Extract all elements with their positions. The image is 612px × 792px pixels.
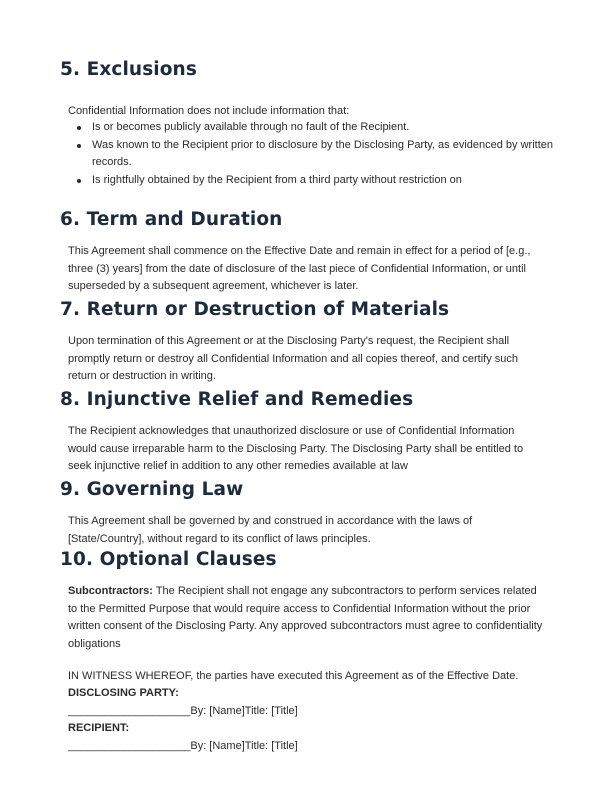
subcontractors-label: Subcontractors: — [68, 585, 153, 597]
disclosing-party-label: DISCLOSING PARTY: — [68, 687, 179, 699]
heading-relief: 8. Injunctive Relief and Remedies — [60, 389, 414, 410]
exclusions-list — [68, 119, 572, 189]
heading-governing-law: 9. Governing Law — [60, 479, 244, 500]
recipient-signature-line: ____________________By: [Name]Title: [Title] — [68, 740, 298, 752]
recipient-label: RECIPIENT: — [68, 722, 130, 734]
subcontractors-body: The Recipient shall not engage any subcontractors to perform services related to the Permitted Purpose that would require access to Confidential Information without the prior written consent of the Disclosing Party. Any approved subcontractors must agree to confidentiality obligations — [68, 585, 543, 650]
heading-exclusions: 5. Exclusions — [60, 59, 197, 80]
exclusions-intro: Confidential Information does not include information that: — [68, 105, 350, 117]
relief-body: The Recipient acknowledges that unauthorized disclosure or use of Confidential Information would cause irreparable harm to the Disclosing Party. The Disclosing Party shall be entitled to seek injunctive relief in addition to any other remedies available at law — [68, 425, 524, 472]
list-item: Was known to the Recipient prior to disclosure by the Disclosing Party, as evidenced by written records. — [92, 137, 572, 172]
return-body: Upon termination of this Agreement or at the Disclosing Party's request, the Recipient shall promptly return or destroy all Confidential Information and all copies thereof, and certify such return or destruction in writing. — [68, 335, 519, 382]
heading-return: 7. Return or Destruction of Materials — [60, 299, 450, 320]
list-item: Is rightfully obtained by the Recipient from a third party without restriction on — [92, 172, 572, 190]
disclosing-signature-line: ____________________By: [Name]Title: [Title] — [68, 705, 298, 717]
witness-statement: IN WITNESS WHEREOF, the parties have executed this Agreement as of the Effective Date. — [68, 670, 519, 682]
term-body: This Agreement shall commence on the Effective Date and remain in effect for a period of [e.g., three (3) years] from the date of disclosure of the last piece of Confidential Information, or until superseded by a subsequent agreement, whichever is later. — [68, 245, 531, 292]
subcontractors-clause — [68, 583, 546, 653]
heading-optional-clauses: 10. Optional Clauses — [60, 549, 277, 570]
list-item: Is or becomes publicly available through no fault of the Recipient. — [92, 119, 572, 137]
law-body: This Agreement shall be governed by and construed in accordance with the laws of [State/Country], without regard to its conflict of laws principles. — [68, 515, 473, 545]
heading-term: 6. Term and Duration — [60, 209, 283, 230]
